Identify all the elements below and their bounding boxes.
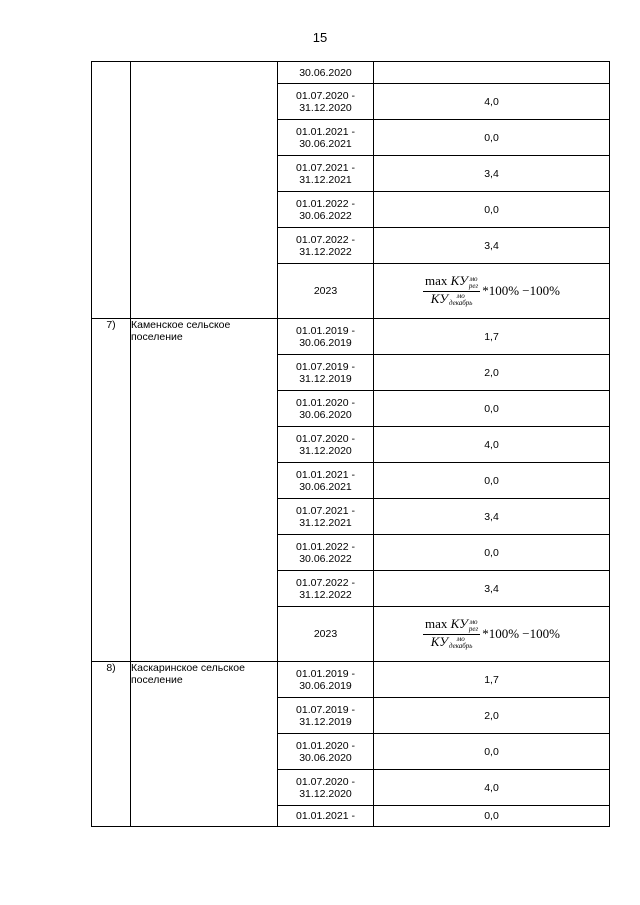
period-cell: 01.07.2020 - 31.12.2020 [278,84,374,120]
value-cell: 2,0 [374,698,610,734]
value-cell: 4,0 [374,770,610,806]
value-cell: 3,4 [374,156,610,192]
settlement-number [92,62,131,319]
value-cell: 3,4 [374,228,610,264]
page-number: 15 [312,30,328,45]
period-cell: 01.07.2021 - 31.12.2021 [278,499,374,535]
formula-max: max [425,616,448,632]
formula-sup: мо [469,274,478,283]
value-cell: 2,0 [374,355,610,391]
period-cell: 01.01.2019 - 30.06.2019 [278,662,374,698]
settlement-number: 7) [92,319,131,662]
formula-ku: КУ [450,273,468,289]
value-cell: 3,4 [374,499,610,535]
formula-sub-top: рег [468,281,479,290]
period-cell: 2023 [278,607,374,662]
tariff-table [91,61,610,827]
period-cell: 01.07.2019 - 31.12.2019 [278,698,374,734]
growth-formula [423,275,560,306]
formula-sub-bottom: декабрь [448,298,473,307]
period-cell: 01.07.2022 - 31.12.2022 [278,228,374,264]
growth-formula [423,618,560,649]
settlement-name [131,62,278,319]
value-cell: 0,0 [374,120,610,156]
period-cell: 2023 [278,264,374,319]
formula-sub-top: рег [468,624,479,633]
formula-sub-bottom: декабрь [448,641,473,650]
value-cell: 1,7 [374,662,610,698]
period-cell: 01.07.2020 - 31.12.2020 [278,770,374,806]
formula-ku: КУ [430,633,448,649]
formula-ku: КУ [430,290,448,306]
period-cell: 01.01.2021 - 30.06.2021 [278,463,374,499]
table-row [92,319,610,355]
value-cell: 0,0 [374,806,610,827]
value-cell: 1,7 [374,319,610,355]
formula-max: max [425,273,448,289]
period-cell: 01.07.2022 - 31.12.2022 [278,571,374,607]
formula-sup: мо [456,291,465,300]
formula-sup: мо [456,634,465,643]
period-cell: 01.01.2020 - 30.06.2020 [278,734,374,770]
value-cell: 4,0 [374,427,610,463]
value-cell: 3,4 [374,571,610,607]
period-cell: 01.01.2021 - 30.06.2021 [278,120,374,156]
table-row [92,62,610,84]
formula-tail: *100% −100% [482,283,560,298]
period-cell: 01.07.2021 - 31.12.2021 [278,156,374,192]
value-cell: 4,0 [374,84,610,120]
period-cell: 01.01.2021 - [278,806,374,827]
period-cell: 01.07.2020 - 31.12.2020 [278,427,374,463]
settlement-number: 8) [92,662,131,827]
formula-cell [374,607,610,662]
settlement-name: Каскаринское сельское поселение [131,662,278,827]
value-cell: 0,0 [374,463,610,499]
value-cell: 0,0 [374,734,610,770]
table-row [92,662,610,698]
value-cell: 0,0 [374,192,610,228]
settlement-name: Каменское сельское поселение [131,319,278,662]
formula-cell [374,264,610,319]
formula-sup: мо [469,617,478,626]
formula-tail: *100% −100% [482,626,560,641]
period-cell: 30.06.2020 [278,62,374,84]
value-cell: 0,0 [374,391,610,427]
period-cell: 01.01.2022 - 30.06.2022 [278,192,374,228]
period-cell: 01.07.2019 - 31.12.2019 [278,355,374,391]
value-cell [374,62,610,84]
value-cell: 0,0 [374,535,610,571]
formula-ku: КУ [450,616,468,632]
period-cell: 01.01.2020 - 30.06.2020 [278,391,374,427]
period-cell: 01.01.2019 - 30.06.2019 [278,319,374,355]
period-cell: 01.01.2022 - 30.06.2022 [278,535,374,571]
